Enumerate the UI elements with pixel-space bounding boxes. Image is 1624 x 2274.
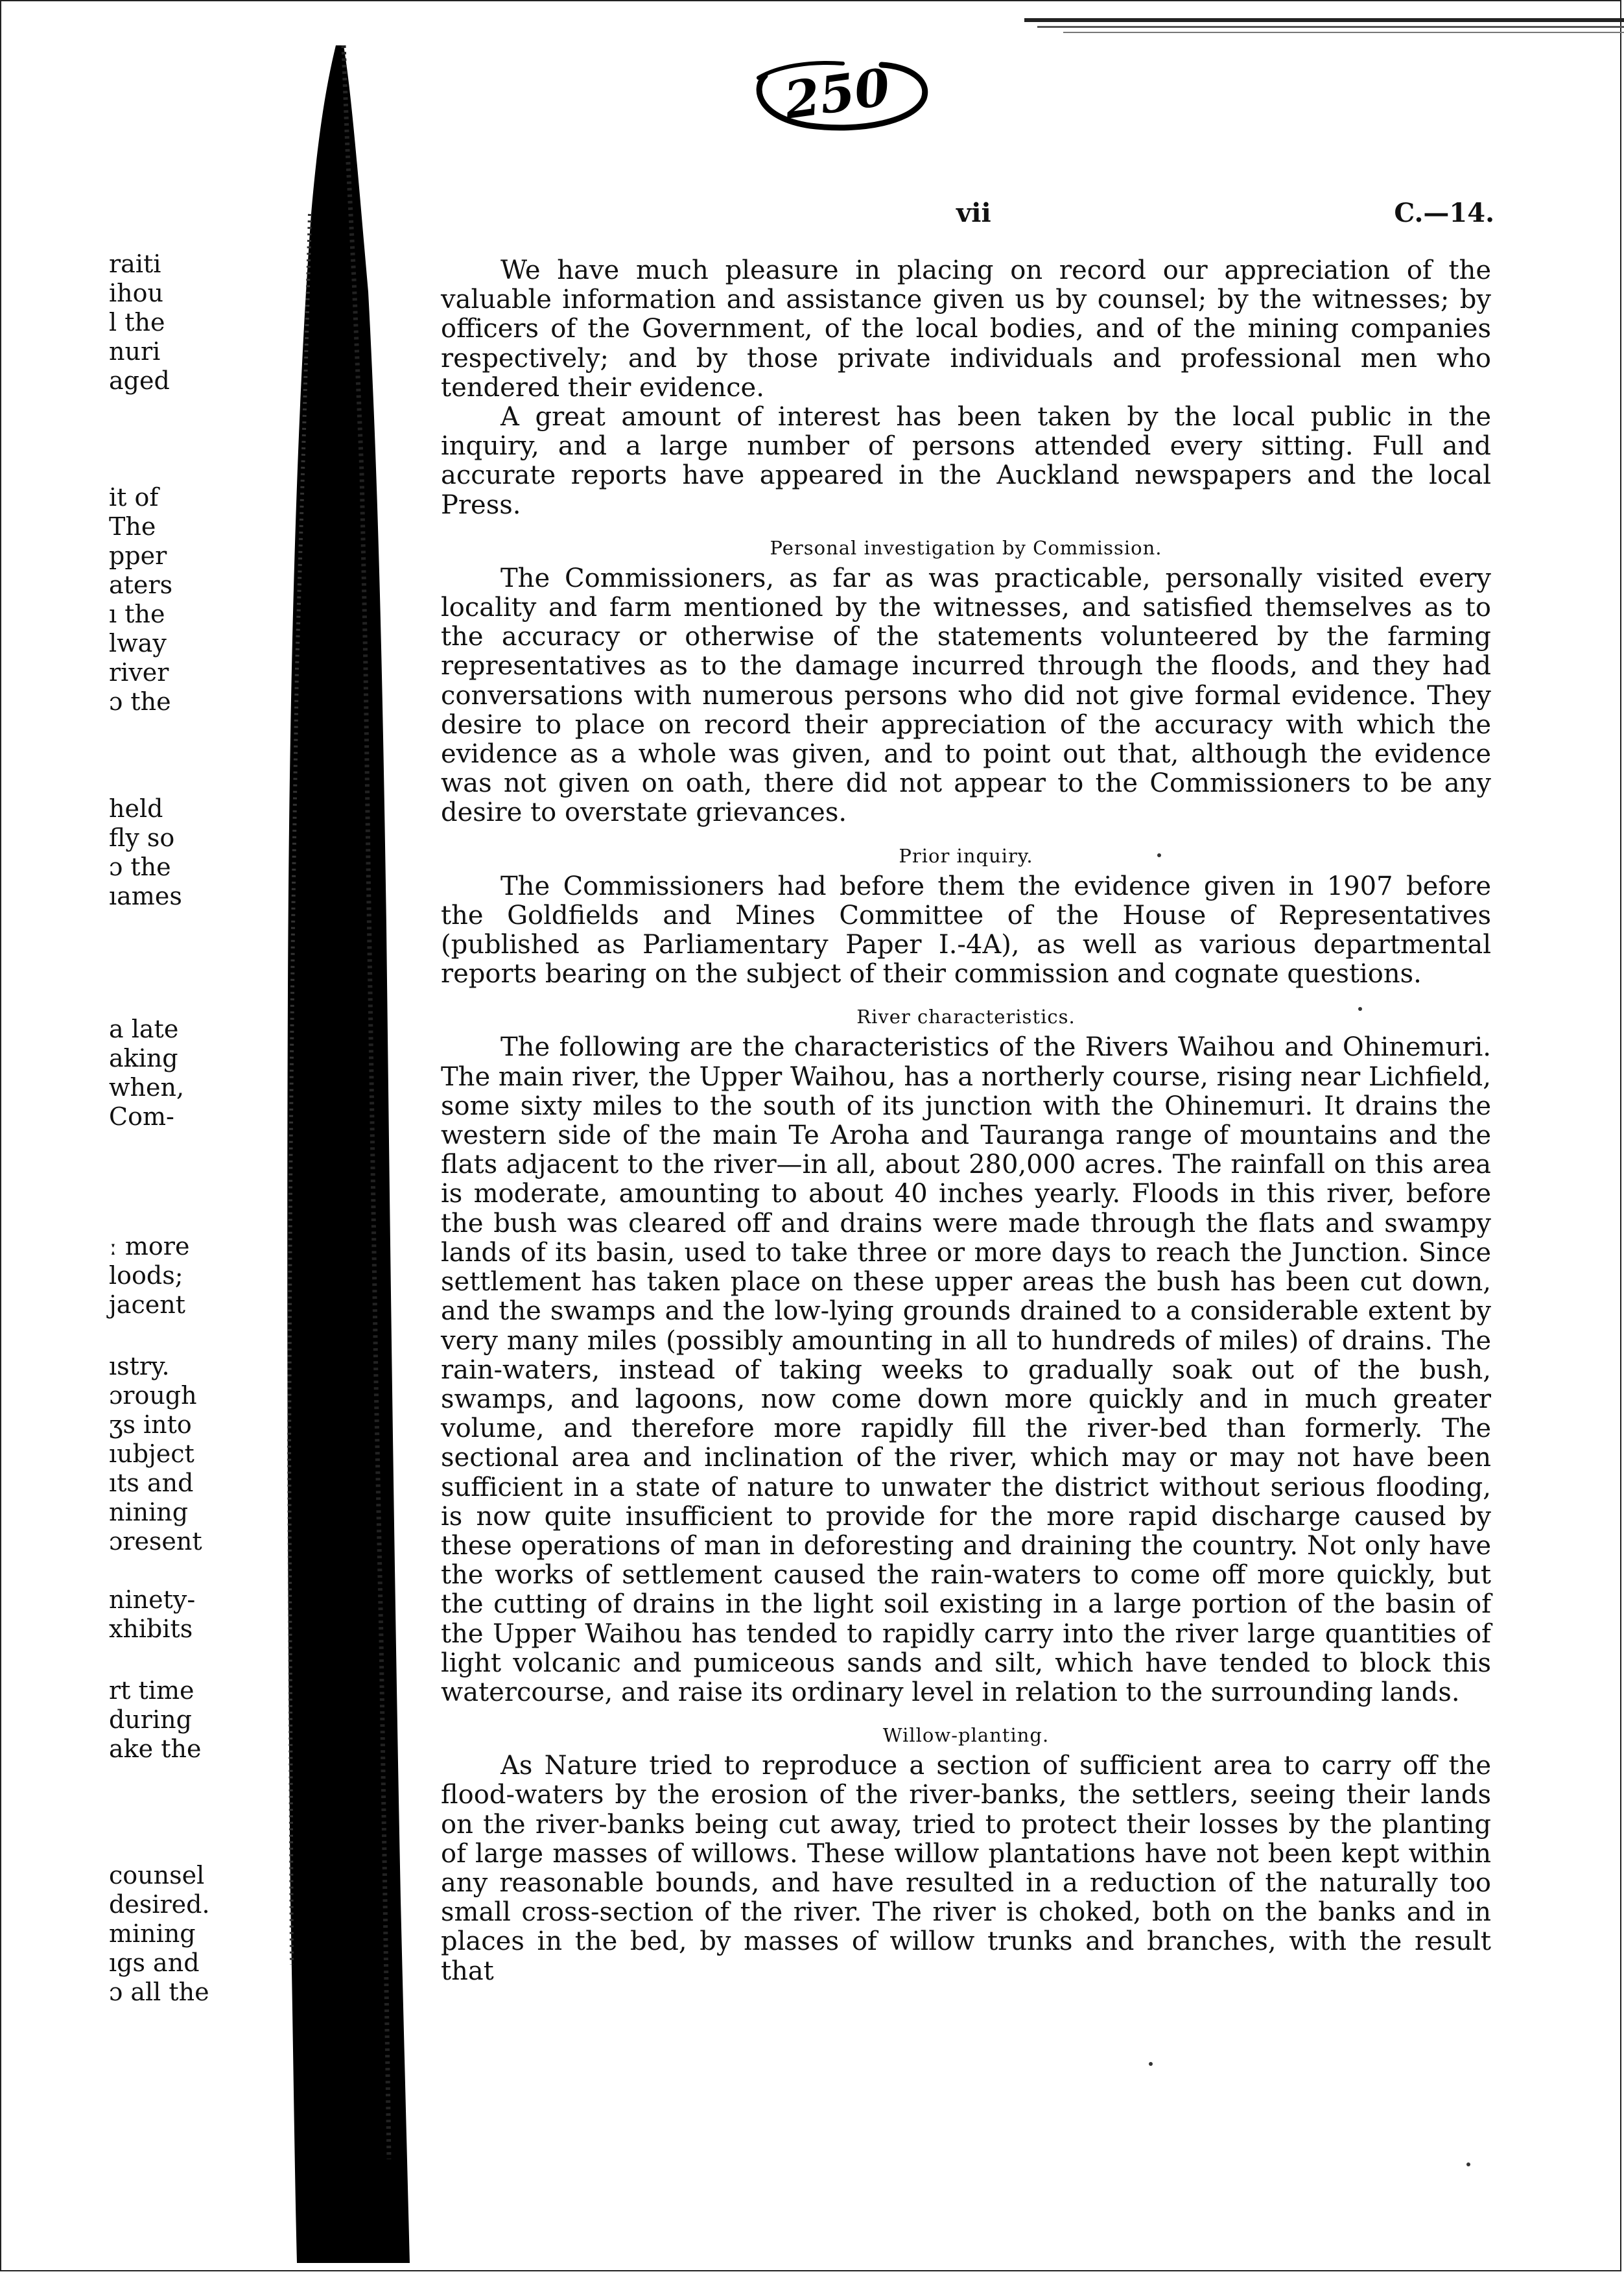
handwritten-page-stamp xyxy=(739,53,934,137)
margin-fragment: xhibits xyxy=(109,1615,193,1643)
margin-fragment: ʒs into xyxy=(109,1410,192,1439)
margin-fragment: river xyxy=(109,658,169,687)
document-number: C.—14. xyxy=(1394,198,1494,228)
section-heading-willow-planting: Willow-planting. xyxy=(882,1724,1050,1747)
margin-fragment: lway xyxy=(109,629,167,657)
margin-fragment: ɔ the xyxy=(109,853,171,881)
margin-fragment: when, xyxy=(109,1073,185,1102)
paragraph-prior-inquiry: The Commissioners had before them the evidence given in 1907 before the Goldfields and Mines Committee of the House of Representatives (published as Parliamentary Paper I.-4A), as well as various departmental reports bearing on the subject of their commission and cognate questions. xyxy=(441,871,1491,989)
margin-fragment: ıstry. xyxy=(109,1352,170,1380)
section-heading-prior-inquiry: Prior inquiry. xyxy=(899,844,1033,867)
paragraph-acknowledgement: We have much pleasure in placing on record our appreciation of the valuable information and assistance given us by counsel; by the witnesses; by officers of the Government, of the local bodies, and of the mining companies respectively; and by those private individuals and professional men who tendered their evidence. xyxy=(441,255,1491,403)
margin-fragment: Com- xyxy=(109,1102,174,1131)
report-body xyxy=(441,256,1491,1986)
margin-fragment: ıubject xyxy=(109,1439,194,1468)
page-header xyxy=(441,198,1494,230)
section-heading-personal-investigation: Personal investigation by Commission. xyxy=(770,536,1162,559)
margin-fragment: ɔ the xyxy=(109,687,171,716)
margin-fragment: jacent xyxy=(109,1290,185,1319)
margin-fragment: ake the xyxy=(109,1735,202,1763)
margin-fragment: ninety- xyxy=(109,1585,196,1614)
margin-fragment: rt time xyxy=(109,1676,194,1705)
binding-shadow xyxy=(271,19,427,2263)
paragraph-willow-planting: As Nature tried to reproduce a section of sufficient area to carry off the flood-waters by the erosion of the river-banks, the settlers, seeing their lands on the river-banks being cut away, tried to protect their losses by the planting of large masses of willows. These willow plantations have not been kept within any reasonable bounds, and have resulted in a reduction of the naturally too small cross-section of the river. The river is choked, both on the banks and in places in the bed, by masses of willow trunks and branches, with the result that xyxy=(441,1751,1491,1986)
margin-fragment: nuri xyxy=(109,337,161,366)
margin-fragment: ɔresent xyxy=(109,1527,202,1556)
margin-fragment: The xyxy=(109,512,156,541)
margin-fragment: aters xyxy=(109,571,173,599)
paragraph-river-characteristics: The following are the characteristics of the Rivers Waihou and Ohinemuri. The main river, the Upper Waihou, has a northerly course, rising near Lichfield, some sixty miles to the south of its junction with the Ohinemuri. It drains the western side of the main Te Aroha and Tauranga range of mountains and the flats adjacent to the river—in all, about 280,000 acres. The rainfall on this area is moderate, amounting to about 40 inches yearly. Floods in this river, before the bush was cleared off and drains were made through the flats and swampy lands of its basin, used to take three or more days to reach the Junction. Since settlement has taken place on these upper areas the bush has been cut down, and the swamps and the low-lying grounds drained to a considerable extent by very many miles (possibly amounting in all to hundreds of miles) of drains. The rain-waters, instead of taking weeks to gradually soak out of the bush, swamps, and lagoons, now come down more quickly and in much greater volume, and therefore more rapidly fill the river-bed than formerly. The sectional area and inclination of the river, which may or may not have been sufficient in a state of nature to unwater the district without serious flooding, is now quite insufficient to provide for the more rapid discharge caused by these operations of man in deforesting and draining the country. Not only have the works of settlement caused the rain-waters to come off more quickly, but the cutting of drains in the light soil existing in a large portion of the basin of the Upper Waihou has tended to rapidly carry into the river large quantities of light volcanic and pumiceous sands and silt, which have tended to block this watercourse, and raise its ordinary level in relation to the surrounding lands. xyxy=(441,1032,1491,1707)
page-folio: vii xyxy=(956,198,991,228)
margin-fragment: ɔ all the xyxy=(109,1978,209,2006)
margin-fragment: ıts and xyxy=(109,1469,194,1497)
margin-fragment: ıgs and xyxy=(109,1948,200,1977)
stamp-number: 250 xyxy=(781,57,894,131)
margin-fragment: mining xyxy=(109,1919,196,1948)
margin-fragment: desired. xyxy=(109,1890,210,1919)
margin-fragment: ı the xyxy=(109,600,165,628)
margin-fragment: raiti xyxy=(109,250,161,278)
margin-fragment: a late xyxy=(109,1015,179,1043)
margin-fragment: loods; xyxy=(109,1261,183,1290)
margin-fragment: ıames xyxy=(109,882,182,910)
margin-fragment: during xyxy=(109,1705,192,1734)
paragraph-public-interest: A great amount of interest has been taken by the local public in the inquiry, and a large number of persons attended every sitting. Full and accurate reports have appeared in the Auckland newspapers and the local Press. xyxy=(441,402,1491,520)
margin-fragment: fly so xyxy=(109,823,175,852)
margin-fragment: pper xyxy=(109,541,167,570)
scan-edge-line xyxy=(1024,18,1624,22)
margin-fragment: counsel xyxy=(109,1861,205,1889)
margin-fragment: aged xyxy=(109,366,170,395)
margin-fragment: ː more xyxy=(109,1232,190,1261)
margin-fragment: l the xyxy=(109,308,165,337)
scan-edge-line xyxy=(1037,26,1624,28)
scan-edge-line xyxy=(1063,32,1624,33)
section-heading-river-characteristics: River characteristics. xyxy=(856,1006,1076,1028)
margin-fragment: nining xyxy=(109,1498,189,1526)
margin-fragment: aking xyxy=(109,1044,178,1072)
paragraph-personal-investigation: The Commissioners, as far as was practicable, personally visited every locality and farm mentioned by the witnesses, and satisfied themselves as to the accuracy or otherwise of the statements volunteered by the farming representatives as to the damage incurred through the floods, and they had conversations with numerous persons who did not give formal evidence. They desire to place on record their appreciation of the accuracy with which the evidence as a whole was given, and to point out that, although the evidence was not given on oath, there did not appear to the Commissioners to be any desire to overstate grievances. xyxy=(441,563,1491,828)
margin-fragment: held xyxy=(109,794,163,823)
margin-fragment: it of xyxy=(109,483,159,512)
margin-fragment: ihou xyxy=(109,279,163,307)
margin-fragment: ɔrough xyxy=(109,1381,197,1410)
